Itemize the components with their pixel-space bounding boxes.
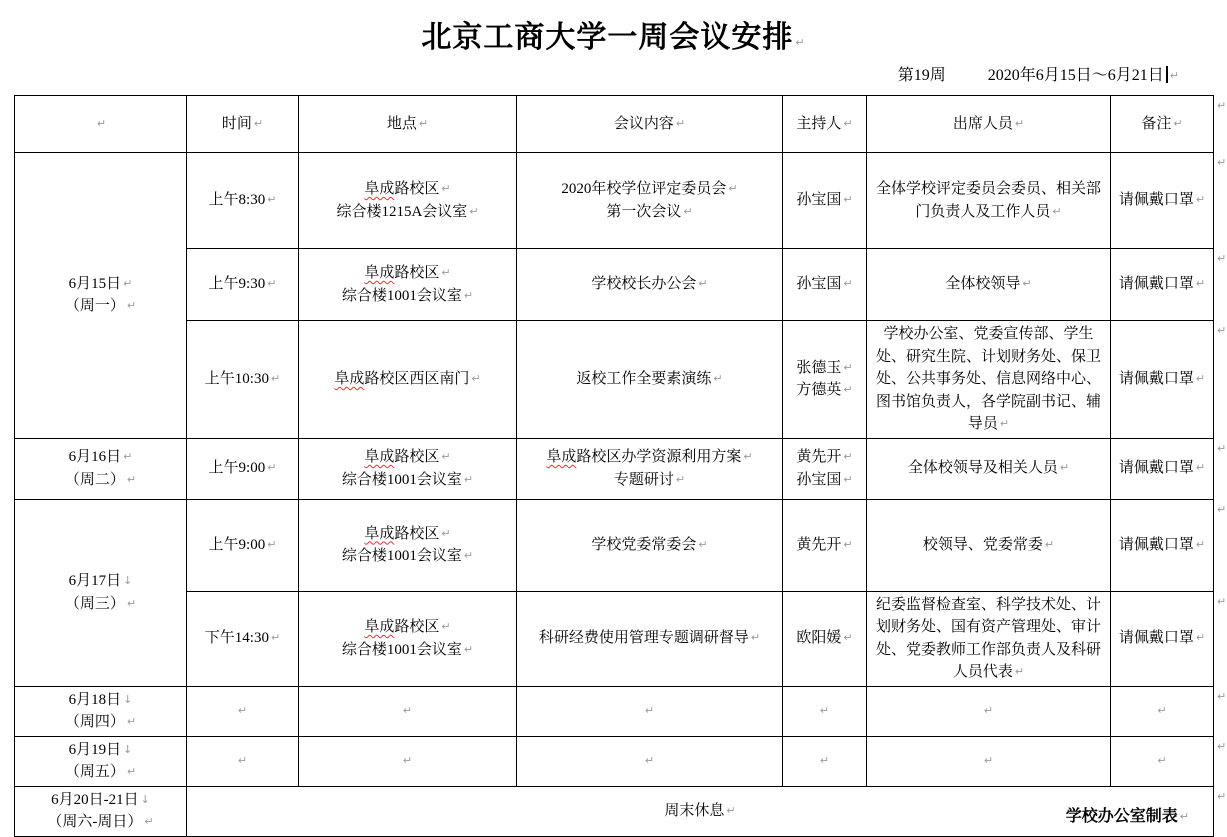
empty-cell [783, 736, 867, 786]
text-line: （周一） ↵ [64, 298, 137, 315]
text-line: 6月16日 ↵ [68, 449, 133, 465]
text-line: 上午8:30 ↵ [208, 192, 277, 209]
text-line: 6月19日 ↓ [68, 741, 133, 758]
paragraph-mark: ↵ [726, 803, 736, 817]
text-line: 纪委监督检查室、科学技术处、计划财务处、国有资产管理处、审计处、党委教师工作部负责人及科研人员代表 ↵ [875, 596, 1101, 680]
table-credit-text: 学校办公室制表 [1065, 808, 1178, 825]
text-line: 上午9:30 ↵ [208, 276, 277, 293]
text-line: 阜成路校区 ↵ [364, 265, 451, 281]
paragraph-mark: ↵ [644, 703, 655, 717]
text-line: 综合楼1001会议室 ↵ [341, 641, 474, 658]
paragraph-mark: ↵ [123, 276, 133, 290]
paragraph-mark: ↵ [1052, 204, 1062, 218]
spellcheck-underline: 阜成 [364, 449, 395, 465]
page-title-text: 北京工商大学一周会议安排 [421, 20, 794, 55]
text-line: 专题研讨 ↵ [613, 471, 686, 488]
attendees-cell [867, 153, 1111, 249]
paragraph-mark: ↵ [126, 299, 137, 313]
text-line: 6月17日 ↓ [68, 573, 133, 589]
paragraph-mark: ↵ [698, 537, 708, 551]
text-line: 6月15日 ↵ [68, 275, 133, 292]
text-cursor [1166, 66, 1168, 83]
empty-cell [517, 736, 783, 786]
text-line: 综合楼1001会议室 ↵ [341, 548, 474, 564]
paragraph-mark: ↵ [126, 472, 137, 486]
remark-cell [1111, 591, 1214, 686]
paragraph-mark: ↵ [1059, 461, 1070, 475]
text-line: （周二） ↵ [64, 471, 137, 488]
row-end-mark: ↵ [1217, 595, 1227, 608]
paragraph-mark: ↵ [126, 765, 137, 778]
linebreak-mark: ↓ [123, 742, 133, 756]
text-line: 学校党委常委会 ↵ [591, 536, 708, 553]
time-cell [187, 249, 299, 321]
attendees-cell [867, 591, 1111, 686]
text-line: 阜成路校区 ↵ [364, 619, 451, 635]
paragraph-mark: ↵ [237, 703, 248, 717]
paragraph-mark: ↵ [267, 277, 277, 291]
text-line: 下午14:30 ↵ [204, 630, 281, 647]
empty-cell [187, 736, 299, 786]
week-subtitle [898, 62, 1179, 85]
empty-day-row [15, 736, 1214, 786]
text-line: 黄先开 ↵ [796, 536, 853, 553]
paragraph-mark: ↵ [1195, 461, 1206, 475]
paragraph-mark: ↵ [1022, 277, 1032, 291]
column-header-2: 地点 ↵ [299, 96, 517, 153]
text-line: 阜成路校区 ↵ [364, 525, 451, 542]
paragraph-mark: ↵ [843, 450, 853, 463]
paragraph-mark: ↵ [1157, 753, 1167, 767]
empty-cell [1111, 736, 1214, 786]
paragraph-mark: ↵ [1179, 810, 1189, 823]
attendees-cell [867, 321, 1111, 439]
date-cell [15, 499, 187, 686]
paragraph-mark: ↵ [683, 204, 693, 218]
paragraph-mark: ↵ [1195, 193, 1206, 207]
empty-cell [1111, 686, 1214, 736]
text-line: 返校工作全要素演练 ↵ [576, 371, 723, 387]
text-line: 请佩戴口罩 ↵ [1118, 371, 1206, 387]
text-line: 上午10:30 ↵ [204, 371, 281, 387]
paragraph-mark: ↵ [843, 277, 853, 291]
text-line: 周末休息 ↵ [664, 802, 736, 819]
paragraph-mark: ↵ [843, 193, 853, 207]
empty-day-row [15, 686, 1214, 736]
host-cell [783, 591, 867, 686]
date-cell [15, 438, 187, 499]
meeting-row [15, 249, 1214, 321]
attendees-cell [867, 499, 1111, 591]
text-line: 请佩戴口罩 ↵ [1118, 536, 1206, 553]
column-header-3: 会议内容 ↵ [517, 96, 783, 153]
text-line: 第一次会议 ↵ [606, 203, 693, 220]
text-line: 阜成路校区西区南门 ↵ [334, 371, 481, 387]
row-end-mark: ↵ [1217, 690, 1227, 703]
host-cell [783, 438, 867, 499]
text-line: 张德玉 ↵ [796, 359, 853, 376]
paragraph-mark: ↵ [795, 36, 806, 49]
date-cell [15, 786, 187, 836]
time-cell [187, 591, 299, 686]
text-line: 综合楼1001会议室 ↵ [341, 471, 474, 488]
paragraph-mark: ↵ [843, 631, 853, 645]
text-line: 学校校长办公会 ↵ [591, 276, 708, 293]
paragraph-mark: ↵ [237, 753, 248, 767]
paragraph-mark: ↵ [441, 182, 451, 195]
empty-cell [517, 686, 783, 736]
remark-cell [1111, 153, 1214, 249]
paragraph-mark: ↵ [843, 537, 853, 551]
meeting-row [15, 499, 1214, 591]
paragraph-mark: ↵ [270, 631, 281, 645]
paragraph-mark: ↵ [644, 753, 655, 767]
text-line: （周六-周日） ↵ [47, 814, 154, 830]
paragraph-mark: ↵ [267, 461, 277, 475]
meeting-row [15, 153, 1214, 249]
paragraph-mark: ↵ [743, 450, 753, 463]
meeting-row [15, 321, 1214, 439]
column-header-6: 备注 ↵ [1111, 96, 1214, 153]
meeting-row [15, 438, 1214, 499]
paragraph-mark: ↵ [96, 116, 107, 130]
text-line: 上午9:00 ↵ [208, 536, 277, 553]
meeting-row [15, 591, 1214, 686]
row-end-mark: ↵ [1217, 156, 1227, 169]
paragraph-mark: ↵ [819, 753, 830, 767]
location-cell [299, 438, 517, 499]
text-line: 6月20日-21日 ↓ [51, 791, 150, 808]
host-cell [783, 321, 867, 439]
text-line: 请佩戴口罩 ↵ [1118, 460, 1206, 477]
paragraph-mark: ↵ [843, 383, 853, 397]
text-line: 黄先开 ↵ [796, 449, 853, 465]
date-range: 2020年6月15日～6月21日 [987, 67, 1164, 84]
text-line: 阜成路校区 ↵ [364, 181, 451, 197]
page-title [0, 12, 1227, 56]
paragraph-mark: ↵ [983, 703, 994, 717]
empty-cell [867, 686, 1111, 736]
table-credit [1066, 803, 1189, 826]
paragraph-mark: ↵ [675, 116, 686, 130]
text-line: 请佩戴口罩 ↵ [1118, 192, 1206, 209]
paragraph-mark: ↵ [463, 472, 474, 486]
text-line: 全体校领导 ↵ [945, 276, 1032, 293]
text-line: 孙宝国 ↵ [796, 276, 853, 293]
paragraph-mark: ↵ [1157, 703, 1167, 717]
content-cell [517, 321, 783, 439]
location-cell [299, 499, 517, 591]
meeting-schedule-table-wrap [14, 95, 1227, 837]
paragraph-mark: ↵ [843, 472, 853, 486]
paragraph-mark: ↵ [750, 631, 761, 645]
linebreak-mark: ↓ [123, 692, 133, 706]
location-cell [299, 321, 517, 439]
text-line: 阜成路校区办学资源利用方案 ↵ [546, 449, 753, 465]
spellcheck-underline: 阜成 [334, 371, 365, 387]
paragraph-mark: ↵ [463, 288, 474, 302]
meeting-schedule-table [14, 95, 1214, 837]
paragraph-mark: ↵ [1195, 372, 1206, 385]
column-header-5: 出席人员 ↵ [867, 96, 1111, 153]
paragraph-mark: ↵ [1044, 537, 1055, 551]
paragraph-mark: ↵ [126, 596, 137, 610]
text-line: 综合楼1001会议室 ↵ [341, 287, 474, 304]
paragraph-mark: ↵ [983, 753, 994, 767]
paragraph-mark: ↵ [698, 277, 708, 291]
paragraph-mark: ↵ [1195, 631, 1206, 645]
paragraph-mark: ↵ [843, 116, 853, 130]
paragraph-mark: ↵ [713, 372, 723, 385]
text-line: （周三） ↵ [64, 595, 137, 612]
paragraph-mark: ↵ [418, 116, 429, 130]
host-cell [783, 499, 867, 591]
text-line: 6月18日 ↓ [68, 691, 133, 708]
paragraph-mark: ↵ [1014, 665, 1025, 678]
text-line: 请佩戴口罩 ↵ [1118, 276, 1206, 293]
paragraph-mark: ↵ [270, 372, 281, 385]
row-end-mark: ↵ [1217, 790, 1227, 803]
paragraph-mark: ↵ [402, 753, 413, 767]
column-header-1: 时间 ↵ [187, 96, 299, 153]
linebreak-mark: ↓ [140, 792, 150, 806]
paragraph-mark: ↵ [999, 417, 1010, 430]
paragraph-mark: ↵ [441, 450, 451, 463]
paragraph-mark: ↵ [463, 549, 474, 562]
paragraph-mark: ↵ [267, 537, 277, 551]
text-line: （周五） ↵ [64, 764, 137, 780]
content-cell [517, 499, 783, 591]
time-cell [187, 499, 299, 591]
row-end-mark: ↵ [1217, 252, 1227, 265]
paragraph-mark: ↵ [441, 526, 451, 540]
column-header-4: 主持人 ↵ [783, 96, 867, 153]
paragraph-mark: ↵ [267, 193, 277, 207]
attendees-cell [867, 438, 1111, 499]
paragraph-mark: ↵ [1173, 116, 1183, 130]
paragraph-mark: ↵ [441, 620, 451, 633]
text-line: 学校办公室、党委宣传部、学生处、研究生院、计划财务处、保卫处、公共事务处、信息网络中心、图书馆负责人，各学院副书记、辅导员 ↵ [875, 326, 1101, 432]
paragraph-mark: ↵ [819, 703, 830, 717]
text-line: 2020年校学位评定委员会 ↵ [561, 181, 738, 197]
paragraph-mark: ↵ [1195, 537, 1206, 551]
paragraph-mark: ↵ [123, 450, 133, 463]
row-end-mark: ↵ [1217, 324, 1227, 337]
content-cell [517, 438, 783, 499]
paragraph-mark: ↵ [1169, 69, 1179, 82]
paragraph-mark: ↵ [471, 372, 481, 385]
linebreak-mark: ↓ [123, 574, 133, 587]
date-cell [15, 736, 187, 786]
remark-cell [1111, 321, 1214, 439]
content-cell [517, 591, 783, 686]
paragraph-mark: ↵ [728, 182, 738, 195]
paragraph-mark: ↵ [1014, 116, 1025, 130]
paragraph-mark: ↵ [1195, 277, 1206, 291]
empty-cell [299, 686, 517, 736]
paragraph-mark: ↵ [469, 204, 479, 218]
content-cell [517, 153, 783, 249]
text-line: 孙宝国 ↵ [796, 471, 853, 488]
time-cell [187, 321, 299, 439]
date-cell [15, 153, 187, 439]
text-line: 校领导、党委常委 ↵ [922, 536, 1055, 553]
week-number: 第19周 [897, 67, 946, 84]
text-line: 全体校领导及相关人员 ↵ [907, 460, 1070, 477]
empty-cell [867, 736, 1111, 786]
text-line: （周四） ↵ [64, 714, 137, 730]
empty-cell [299, 736, 517, 786]
paragraph-mark: ↵ [675, 472, 686, 486]
text-line: 方德英 ↵ [796, 382, 853, 399]
paragraph-mark: ↵ [402, 703, 413, 717]
remark-cell [1111, 438, 1214, 499]
host-cell [783, 153, 867, 249]
text-line: 欧阳媛 ↵ [796, 630, 853, 647]
content-cell [517, 249, 783, 321]
remark-cell [1111, 249, 1214, 321]
row-end-mark: ↵ [1217, 503, 1227, 516]
location-cell [299, 249, 517, 321]
weekend-note-cell [187, 786, 1214, 836]
paragraph-mark: ↵ [126, 715, 137, 728]
text-line: 全体学校评定委员会委员、相关部门负责人及工作人员 ↵ [875, 181, 1101, 220]
column-header-empty [15, 96, 187, 153]
paragraph-mark: ↵ [144, 815, 154, 828]
paragraph-mark: ↵ [441, 266, 451, 279]
weekend-row [15, 786, 1214, 836]
spellcheck-underline: 阜成 [546, 449, 577, 465]
paragraph-mark: ↵ [843, 360, 853, 374]
attendees-cell [867, 249, 1111, 321]
location-cell [299, 591, 517, 686]
text-line: 科研经费使用管理专题调研督导 ↵ [538, 630, 761, 647]
row-end-mark: ↵ [1217, 740, 1227, 753]
row-end-mark: ↵ [1217, 99, 1227, 112]
text-line: 请佩戴口罩 ↵ [1118, 630, 1206, 647]
date-cell [15, 686, 187, 736]
time-cell [187, 438, 299, 499]
empty-cell [783, 686, 867, 736]
text-line: 综合楼1215A会议室 ↵ [336, 203, 479, 220]
host-cell [783, 249, 867, 321]
paragraph-mark: ↵ [253, 116, 264, 130]
text-line: 阜成路校区 ↵ [364, 449, 451, 465]
spellcheck-underline: 阜成 [364, 525, 395, 542]
empty-cell [187, 686, 299, 736]
spellcheck-underline: 阜成 [364, 619, 395, 635]
paragraph-mark: ↵ [463, 642, 474, 656]
header-row [15, 96, 1214, 153]
remark-cell [1111, 499, 1214, 591]
row-end-mark: ↵ [1217, 442, 1227, 455]
time-cell [187, 153, 299, 249]
text-line: 孙宝国 ↵ [796, 192, 853, 209]
text-line: 上午9:00 ↵ [208, 460, 277, 477]
location-cell [299, 153, 517, 249]
spellcheck-underline: 阜成 [364, 181, 395, 197]
spellcheck-underline: 阜成 [364, 265, 395, 281]
